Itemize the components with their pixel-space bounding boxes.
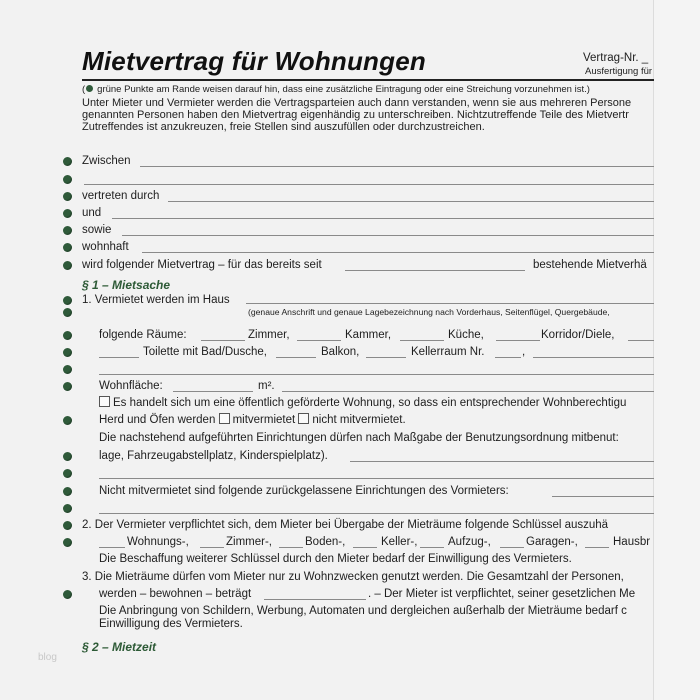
label-einrichtungen: Die nachstehend aufgeführten Einrichtungen dürfen nach Maßgabe der Benutzungsordnung mitbenut: [99,432,619,444]
green-dot-icon [63,521,72,530]
row-keys [0,535,654,551]
label-item-2: 2. Der Vermieter verpflichtet sich, dem Mieter bei Übergabe der Mieträume folgende Schlüssel auszuhä [82,519,609,531]
kueche-count-field[interactable] [400,340,444,341]
comma: , [522,346,526,358]
intro-paragraph [82,97,682,133]
label-herd-oefen: Herd und Öfen werden [99,414,216,426]
green-dot-icon [63,382,72,391]
party-line-2-field[interactable] [84,184,654,185]
label-wohnhaft: wohnhaft [82,241,129,253]
row-wird-folgender [0,258,654,274]
label-key: Wohnungs-, [127,536,189,548]
label-zimmer: Zimmer, [248,329,290,341]
label-oeffentlich: Es handelt sich um eine öffentlich geförderte Wohnung, so dass ein entsprechender Wohnberechtigu [113,397,627,409]
und-field[interactable] [112,218,654,219]
persons-count-field[interactable] [264,599,366,600]
wohnflaeche-field[interactable] [173,391,253,392]
green-dot-icon [63,261,72,270]
label-folgende-raeume: folgende Räume: [99,329,187,341]
intro-line: genannten Personen haben den Mietvertrag eigenhändig zu unterschreiben. Nichtzutreffende Teile des Mietvertr [82,109,629,121]
extra-room-field[interactable] [628,340,654,341]
row-sowie [0,223,654,239]
hint-open-paren: ( [82,84,86,95]
green-dot-icon [63,538,72,547]
green-dot-icon [63,226,72,235]
label-vermietet-im-haus: 1. Vermietet werden im Haus [82,294,230,306]
contract-number-label: Vertrag-Nr. _ [583,52,649,64]
extra-rooms-field[interactable] [533,357,654,358]
nicht-mitvermietet-checkbox[interactable] [298,413,309,424]
wohnflaeche-extra-field[interactable] [282,391,654,392]
copy-for-label: Ausfertigung für [585,66,653,77]
row-zwischen [0,154,654,170]
einrichtungen-extra-field[interactable] [99,478,654,479]
key-count-field[interactable] [279,547,303,548]
green-dot-icon [63,209,72,218]
row-wohnhaft [0,240,654,256]
row-beschaffung [0,552,654,568]
green-dot-icon [63,175,72,184]
key-count-field[interactable] [353,547,377,548]
row-vormieter-extra [0,501,654,517]
balkon-count-field[interactable] [276,357,316,358]
row-einrichtungen [0,431,654,447]
vertreten-durch-field[interactable] [168,201,654,202]
intro-line: Unter Mieter und Vermieter werden die Vertragsparteien auch dann verstanden, wenn sie aus mehreren Persone [82,97,632,109]
label-balkon: Balkon, [321,346,360,358]
house-address-field[interactable] [246,303,654,304]
oeffentlich-option [99,396,626,410]
row-bewohnen [0,587,654,603]
row-lage [0,449,654,465]
since-date-field[interactable] [345,270,525,271]
key-count-field[interactable] [420,547,444,548]
herd-oefen-line [99,413,406,427]
key-count-field[interactable] [200,547,224,548]
label-bestehende: bestehende Mietverhä [533,259,647,271]
label-bewohnen: werden – bewohnen – beträgt [99,588,252,600]
row-wohnflaeche [0,379,654,395]
title-rule [82,79,654,81]
green-dot-icon [63,504,72,513]
label-vertreten-durch: vertreten durch [82,190,160,202]
key-count-field[interactable] [500,547,524,548]
green-dot-icon [63,416,72,425]
green-dot-icon [63,157,72,166]
row-rooms-extra [0,362,654,378]
sowie-field[interactable] [122,235,654,236]
intro-line: Zutreffendes ist anzukreuzen, freie Stellen sind auszufüllen oder durchzustreichen. [82,121,485,133]
label-kammer: Kammer, [345,329,392,341]
section-2-heading: § 2 – Mietzeit [82,640,157,654]
label-nicht-mitvermietet: nicht mitvermietet. [312,414,406,426]
row-folgende-raeume [0,328,654,344]
hint-line [82,84,590,95]
label-key: Boden-, [305,536,346,548]
row-toilette [0,345,654,361]
key-count-field[interactable] [585,547,609,548]
label-nicht-mitvermietet-sind: Nicht mitvermietet sind folgende zurückgelassene Einrichtungen des Vormieters: [99,485,509,497]
row-herd-oefen [0,413,654,429]
label-kellerraum: Kellerraum Nr. [411,346,485,358]
einrichtungen-field[interactable] [350,461,654,462]
label-kueche: Küche, [448,329,484,341]
label-verpflichtet: . – Der Mieter ist verpflichtet, seiner gesetzlichen Me [368,588,636,600]
row-item-3 [0,570,654,586]
zimmer-count-field[interactable] [201,340,245,341]
label-item-3: 3. Die Mieträume dürfen vom Mieter nur zu Wohnzwecken genutzt werden. Die Gesamtzahl der Personen, [82,571,624,583]
green-dot-icon [63,308,72,317]
label-korridor: Korridor/Diele, [541,329,615,341]
label-beschaffung: Die Beschaffung weiterer Schlüssel durch den Mieter bedarf der Einwilligung des Vermieters. [99,553,572,565]
green-dot-icon [63,331,72,340]
row-einrichtungen-extra [0,466,654,482]
label-mitvermietet: mitvermietet [232,414,296,426]
green-dot-icon [63,348,72,357]
toilette-count-field[interactable] [99,357,139,358]
row-einwilligung [0,617,654,633]
green-dot-icon [63,243,72,252]
vormieter-extra-field[interactable] [99,513,654,514]
green-dot-icon [63,590,72,599]
key-count-field[interactable] [99,547,125,548]
green-dot-icon [63,487,72,496]
row-oeffentlich [0,396,654,412]
label-key: Hausbr [613,536,651,548]
label-key: Garagen-, [526,536,578,548]
green-dot-icon [63,192,72,201]
label-toilette: Toilette mit Bad/Dusche, [143,346,268,358]
label-zwischen: Zwischen [82,155,131,167]
korridor-count-field[interactable] [496,340,540,341]
green-dot-icon [63,469,72,478]
label-wohnflaeche: Wohnfläche: [99,380,163,392]
green-dot-icon [63,296,72,305]
row-item-2 [0,518,654,534]
green-dot-icon [63,452,72,461]
green-dot-icon [63,365,72,374]
keller-count-field[interactable] [366,357,406,358]
rooms-extra-field[interactable] [99,374,654,375]
green-dot-icon [86,85,93,92]
label-und: und [82,207,102,219]
hint-text: grüne Punkte am Rande weisen darauf hin, dass eine zusätzliche Eintragung oder eine Streichung vorzunehmen ist.) [97,84,590,95]
vormieter-items-field[interactable] [552,496,654,497]
address-hint: (genaue Anschrift und genaue Lagebezeichnung nach Vorderhaus, Seitenflügel, Quergebäude, [248,307,610,317]
label-lage: lage, Fahrzeugabstellplatz, Kinderspielplatz). [99,450,328,462]
row-und [0,206,654,222]
zwischen-field[interactable] [140,166,654,167]
label-m2: m². [258,380,275,392]
row-address-hint [0,305,654,321]
label-einwilligung: Einwilligung des Vermieters. [99,618,243,630]
mitvermietet-checkbox[interactable] [219,413,230,424]
kammer-count-field[interactable] [297,340,341,341]
section-1-heading: § 1 – Mietsache [82,278,171,292]
label-wird-folgender: wird folgender Mietvertrag – für das bereits seit [82,259,322,271]
wohnhaft-field[interactable] [142,252,654,253]
oeffentlich-checkbox[interactable] [99,396,110,407]
kellerraum-nr-field[interactable] [495,357,521,358]
document-title: Mietvertrag für Wohnungen [82,46,426,76]
label-key: Aufzug-, [448,536,491,548]
label-sowie: sowie [82,224,112,236]
row-vertreten-durch [0,189,654,205]
label-key: Zimmer-, [226,536,272,548]
label-anbringung: Die Anbringung von Schildern, Werbung, Automaten und dergleichen außerhalb der Mieträume bedarf c [99,605,627,617]
row-party-line-2 [0,172,654,188]
label-key: Keller-, [381,536,418,548]
row-nicht-mitvermietet [0,484,654,500]
watermark: blog [38,652,57,663]
